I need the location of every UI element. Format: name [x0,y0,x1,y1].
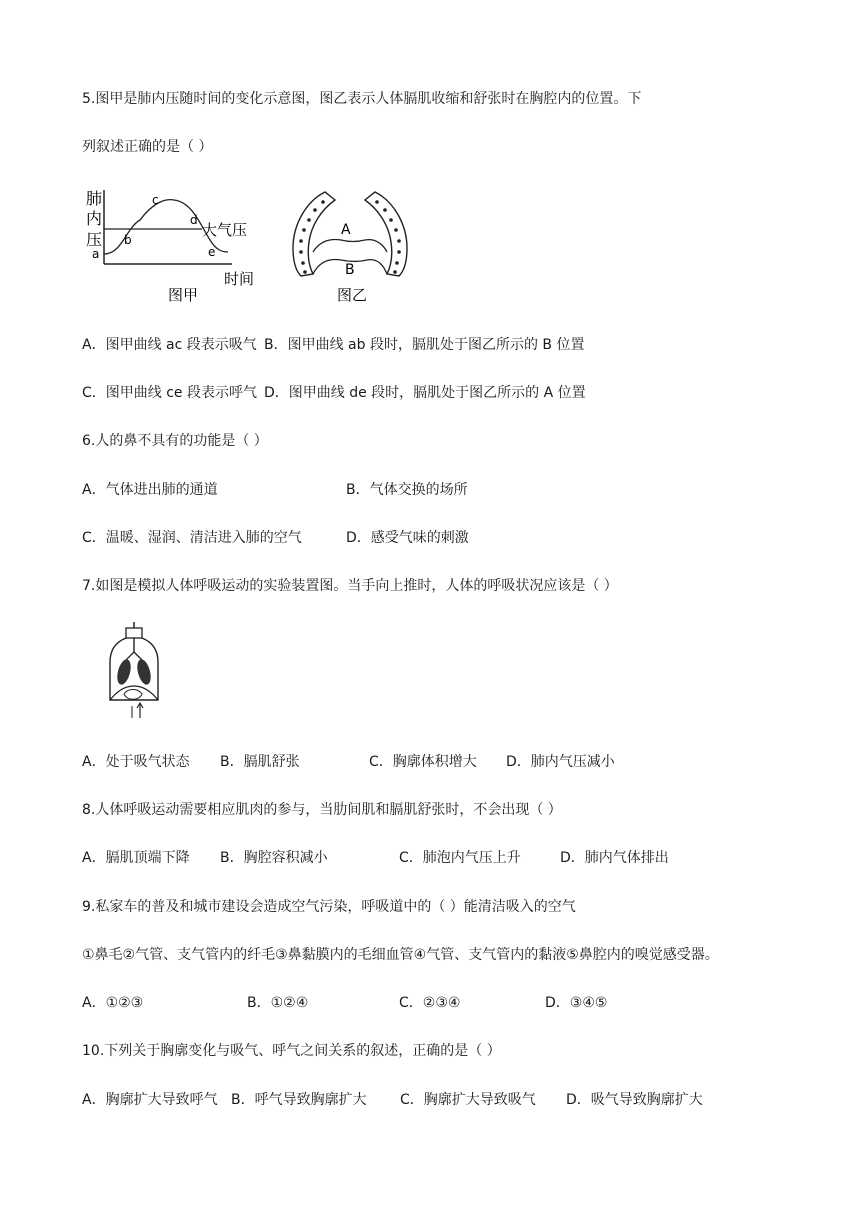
q6-option-d: D．感受气味的刺激 [346,530,469,546]
q9-items: ①鼻毛②气管、支气管内的纤毛③鼻黏膜内的毛细血管④气管、支气管内的黏液⑤鼻腔内的嗅觉感受器。 [82,947,719,963]
q7-option-c: C．胸廓体积增大 [369,754,477,770]
q8-stem: 8.人体呼吸运动需要相应肌肉的参与，当肋间肌和膈肌舒张时，不会出现（ ） [82,802,562,818]
q10-option-d: D．吸气导致胸廓扩大 [566,1092,703,1108]
q7-option-b: B．膈肌舒张 [220,754,300,770]
q7-option-d: D．肺内气压减小 [506,754,615,770]
q5-stem-line1: 5.图甲是肺内压随时间的变化示意图，图乙表示人体膈肌收缩和舒张时在胸腔内的位置。下 [82,91,642,107]
point-a: a [92,247,100,261]
q9-option-d: D．③④⑤ [545,995,608,1011]
q5-option-b: B．图甲曲线 ab 段时，膈肌处于图乙所示的 B 位置 [264,337,585,353]
point-d: d [190,213,198,227]
q7-stem: 7.如图是模拟人体呼吸运动的实验装置图。当手向上推时，人体的呼吸状况应该是（ ） [82,578,618,594]
figure-jia-lung-pressure-graph [82,184,267,306]
q5-stem-line2: 列叙述正确的是（ ） [82,139,213,155]
point-c: c [152,193,159,207]
x-axis-label: 时间 [224,270,255,288]
y-label-3: 压 [86,230,103,249]
q5-option-a: A．图甲曲线 ac 段表示吸气 [82,337,257,353]
figure-yi-diaphragm-diagram [285,186,415,308]
q9-stem: 9.私家车的普及和城市建设会造成空气污染，呼吸道中的（ ）能清洁吸入的空气 [82,899,576,915]
y-label-2: 内 [86,209,103,228]
q6-option-c: C．温暖、湿润、清洁进入肺的空气 [82,530,302,546]
q10-option-b: B．呼气导致胸廓扩大 [231,1092,367,1108]
q8-option-d: D．肺内气体排出 [560,850,669,866]
q8-option-c: C．肺泡内气压上升 [399,850,521,866]
q5-option-c: C．图甲曲线 ce 段表示呼气 [82,385,257,401]
q6-option-a: A．气体进出肺的通道 [82,482,218,498]
q8-option-a: A．膈肌顶端下降 [82,850,190,866]
y-label-1: 肺 [86,189,103,208]
point-b: b [124,233,132,247]
q6-option-b: B．气体交换的场所 [346,482,468,498]
q8-option-b: B．胸腔容积减小 [220,850,328,866]
q9-option-c: C．②③④ [399,995,461,1011]
q6-stem: 6.人的鼻不具有的功能是（ ） [82,433,268,449]
q10-option-c: C．胸廓扩大导致吸气 [400,1092,536,1108]
q9-option-a: A．①②③ [82,995,144,1011]
breathing-model-apparatus [100,622,170,720]
point-e: e [208,245,216,259]
q9-option-b: B．①②④ [247,995,309,1011]
atm-pressure-label: 大气压 [202,221,248,239]
label-b: B [345,262,355,278]
q5-option-d: D．图甲曲线 de 段时，膈肌处于图乙所示的 A 位置 [264,385,586,401]
label-a: A [341,222,351,238]
figure-yi-caption: 图乙 [337,286,368,304]
q7-option-a: A．处于吸气状态 [82,754,190,770]
figure-jia-caption: 图甲 [168,286,199,304]
q10-option-a: A．胸廓扩大导致呼气 [82,1092,218,1108]
q10-stem: 10.下列关于胸廓变化与吸气、呼气之间关系的叙述，正确的是（ ） [82,1043,501,1059]
